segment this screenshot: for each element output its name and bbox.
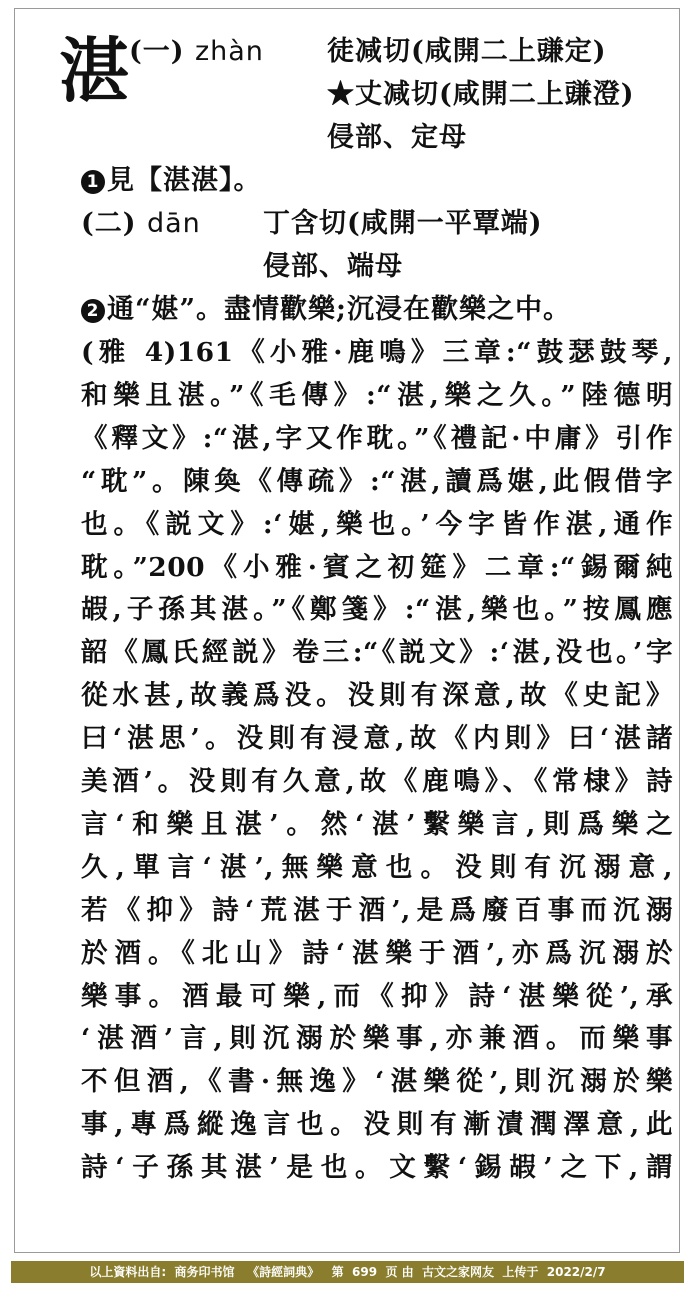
source-footer (11, 1261, 684, 1283)
footer-date: 2022/2/7 (546, 1265, 606, 1279)
footer-upload-label: 上传于 (502, 1265, 539, 1279)
footer-book-title: 《詩經詞典》 (247, 1265, 320, 1279)
sense2-line: 《釋文》:“湛,字又作耽。”《禮記·中庸》引作 (81, 422, 673, 454)
sense2-line: 樂事。酒最可樂,而《抑》詩‘湛樂從’,承 (81, 980, 673, 1012)
sense2-line: 嘏,子孫其湛。”《鄭箋》:“湛,樂也。”按鳳應 (81, 594, 673, 626)
sense2-line: 韶《鳳氏經説》卷三:“《説文》:‘湛,没也。’字 (81, 637, 673, 669)
sense2-line: 若《抑》詩‘荒湛于酒’,是爲廢百事而沉溺 (81, 894, 673, 926)
sense2-line: “耽”。陳奐《傳疏》:“湛,讀爲媅,此假借字 (81, 465, 673, 497)
reading1-fanqie-1: 徒减切(咸開二上豏定) (327, 36, 607, 67)
sense1-marker: 1 (81, 170, 105, 194)
sense2-line: 言‘和樂且湛’。然‘湛’繫樂言,則爲樂之 (81, 808, 673, 840)
reading2-fanqie: 丁含切(咸開一平覃端) (263, 208, 543, 239)
dictionary-page (14, 8, 680, 1253)
reading2-index: (二) (81, 208, 137, 239)
sense2-line: 不但酒,《書·無逸》‘湛樂從’,則沉溺於樂 (81, 1066, 673, 1098)
sense1-text: 見【湛湛】。 (107, 165, 262, 196)
reading1-fanqie-2: ★丈减切(咸開二上豏澄) (327, 79, 635, 110)
sense2-line: 從水甚,故義爲没。没則有深意,故《史記》 (81, 680, 673, 712)
sense2-line: 耽。”200《小雅·賓之初筵》二章:“錫爾純 (81, 551, 673, 583)
sense2-line: 也。《説文》:‘媅,樂也。’今字皆作湛,通作 (81, 508, 673, 540)
sense2-line: 曰‘湛思’。没則有浸意,故《内則》曰‘湛諸 (81, 723, 673, 755)
sense1 (81, 158, 262, 197)
footer-page-number: 699 (352, 1265, 378, 1279)
footer-uploader: 古文之家网友 (422, 1265, 495, 1279)
sense2-line: (雅 4)161《小雅·鹿鳴》三章:“鼓瑟鼓琴, (81, 337, 673, 368)
sense2-first-text: 通“媅”。盡情歡樂;沉浸在歡樂之中。 (107, 294, 572, 325)
reading2-index-pinyin (81, 201, 201, 240)
sense2-line: 詩‘子孫其湛’是也。文繫‘錫嘏’之下,謂 (81, 1152, 673, 1184)
sense2-line: 美酒’。没則有久意,故《鹿鳴》、《常棣》詩 (81, 766, 673, 797)
reading1-index-pinyin (129, 29, 264, 68)
sense2-line: ‘湛酒’言,則沉溺於樂事,亦兼酒。而樂事 (81, 1023, 673, 1055)
sense2-line: 事,專爲縱逸言也。没則有漸漬潤澤意,此 (81, 1109, 673, 1141)
footer-page-label: 第 (331, 1265, 344, 1279)
footer-page-suffix: 页 由 (385, 1265, 414, 1279)
reading1-index: (一) (129, 36, 185, 67)
reading1-pinyin: zhàn (194, 36, 264, 67)
reading2-pinyin: dān (146, 208, 201, 239)
footer-prefix: 以上資料出自: (89, 1265, 167, 1279)
sense2-marker: 2 (81, 299, 105, 323)
headword: 湛 (59, 29, 129, 112)
reading1-phonology: 侵部、定母 (327, 122, 467, 153)
sense2-line: 久,單言‘湛’,無樂意也。没則有沉溺意, (81, 851, 673, 883)
sense2-line: 於酒。《北山》詩‘湛樂于酒’,亦爲沉溺於 (81, 937, 673, 969)
sense2-line: 和樂且湛。”《毛傳》:“湛,樂之久。”陸德明 (81, 379, 673, 411)
reading2-phonology: 侵部、端母 (263, 251, 403, 282)
sense2-first-line (81, 287, 571, 326)
footer-publisher: 商务印书馆 (174, 1265, 235, 1279)
